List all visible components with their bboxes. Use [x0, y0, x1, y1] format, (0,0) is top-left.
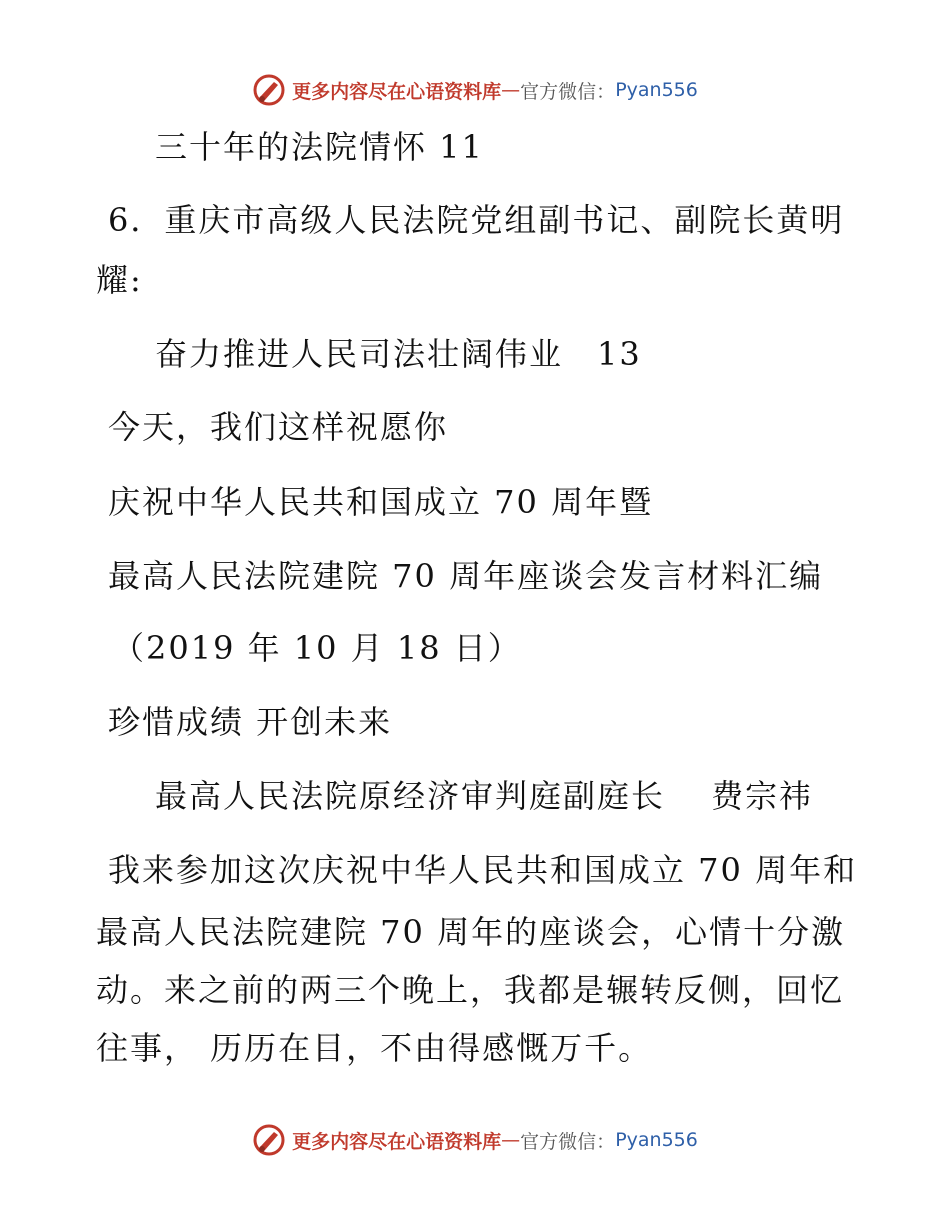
- watermark-wechat-label: 官方微信：: [520, 1130, 616, 1153]
- watermark-site-name: 更多内容尽在心语资料库: [292, 80, 502, 103]
- watermark-dash: —: [501, 1129, 521, 1151]
- text-line: 6．重庆市高级人民法院党组副书记、副院长黄明: [108, 201, 845, 239]
- text-line: 最高人民法院建院 70 周年座谈会发言材料汇编: [108, 557, 824, 595]
- text-line: 最高人民法院原经济审判庭副庭长 费宗祎: [155, 777, 814, 815]
- text-line: 我来参加这次庆祝中华人民共和国成立 70 周年和: [108, 851, 858, 889]
- text-line: 动。来之前的两三个晚上，我都是辗转反侧，回忆: [96, 971, 845, 1009]
- header-watermark: [0, 70, 950, 110]
- text-line: 最高人民法院建院 70 周年的座谈会，心情十分激: [96, 913, 846, 951]
- watermark-wechat-id: Pyan556: [615, 79, 698, 101]
- brush-logo-icon: [252, 73, 286, 107]
- text-line: 珍惜成绩 开创未来: [108, 703, 393, 741]
- footer-watermark: [0, 1120, 950, 1160]
- text-line: 往事， 历历在目，不由得感慨万千。: [96, 1029, 653, 1067]
- watermark-dash: —: [501, 79, 521, 101]
- text-line: （2019 年 10 月 18 日）: [112, 629, 522, 667]
- watermark-wechat-label: 官方微信：: [520, 80, 616, 103]
- text-line: 今天，我们这样祝愿你: [108, 408, 449, 446]
- text-line: 耀:: [96, 261, 143, 299]
- watermark-site-name: 更多内容尽在心语资料库: [292, 1130, 502, 1153]
- text-line: 奋力推进人民司法壮阔伟业 13: [155, 335, 642, 373]
- brush-logo-icon: [252, 1123, 286, 1157]
- text-line: 三十年的法院情怀 11: [155, 128, 484, 166]
- watermark-wechat-id: Pyan556: [615, 1129, 698, 1151]
- text-line: 庆祝中华人民共和国成立 70 周年暨: [108, 483, 654, 521]
